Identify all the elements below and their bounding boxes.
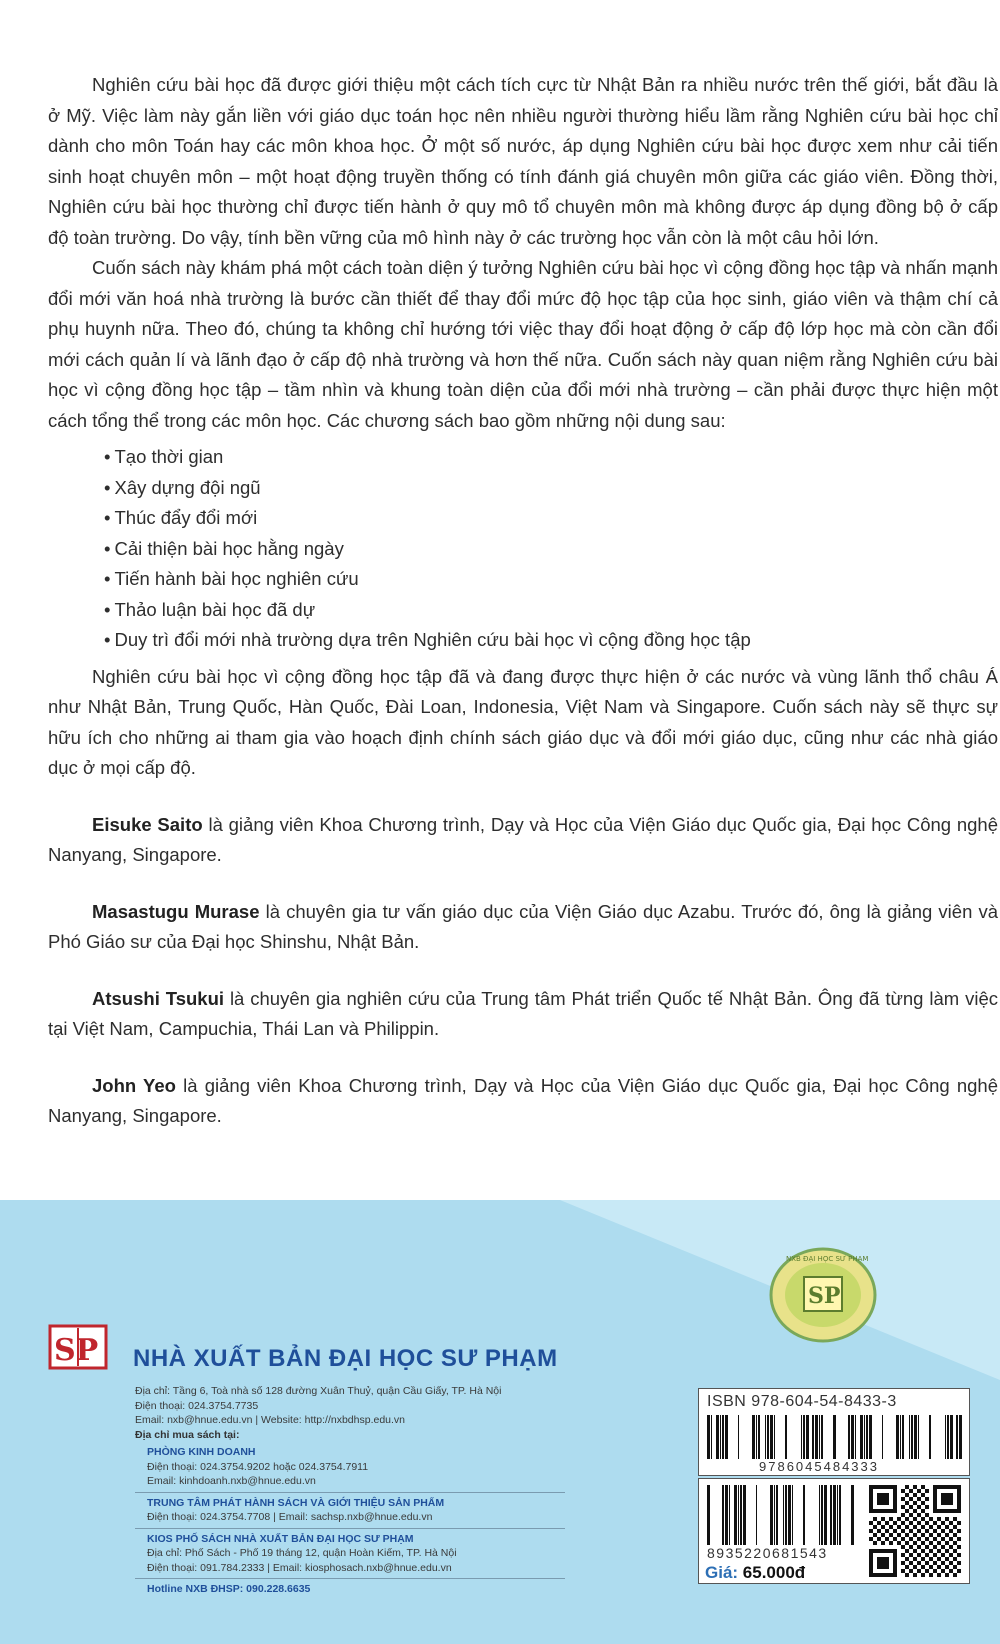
- ean-block: [698, 1478, 970, 1584]
- address: Địa chỉ: Tầng 6, Toà nhà số 128 đường Xuân Thuỷ, quận Cầu Giấy, TP. Hà Nội: [135, 1385, 502, 1397]
- price-label: Giá:: [705, 1563, 739, 1582]
- author-name: Eisuke Saito: [92, 813, 203, 835]
- divider: [135, 1492, 565, 1493]
- author-desc: là chuyên gia nghiên cứu của Trung tâm Phát triển Quốc tế Nhật Bản. Ông đã từng làm việc tại Việt Nam, Campuchia, Thái Lan và Philippin.: [48, 987, 998, 1039]
- price-value: 65.000đ: [742, 1563, 806, 1582]
- chapter-item: • Thúc đẩy đổi mới: [104, 503, 998, 534]
- author-bio: [48, 984, 998, 1045]
- author-name: John Yeo: [92, 1074, 176, 1096]
- branch-line: Email: kinhdoanh.nxb@hnue.edu.vn: [147, 1475, 316, 1487]
- isbn-label: ISBN 978-604-54-8433-3: [707, 1393, 897, 1410]
- author-name: Atsushi Tsukui: [92, 987, 225, 1009]
- paragraph-1: Nghiên cứu bài học đã được giới thiệu một cách tích cực từ Nhật Bản ra nhiều nước trên thế giới, bắt đầu là ở Mỹ. Việc làm này gắn liền với giáo dục toán học nên nhiều người thường hiểu lầm rằng Nghiên cứu bài học chỉ dành cho môn Toán hay các môn khoa học. Ở một số nước, áp dụng Nghiên cứu bài học được xem như cải tiến sinh hoạt chuyên môn – một hoạt động truyền thống có tính đánh giá chuyên môn giữa các giáo viên. Đồng thời, Nghiên cứu bài học thường chỉ được tiến hành ở quy mô tổ chuyên môn mà không được áp dụng đồng bộ ở cấp độ toàn trường. Do vậy, tính bền vững của mô hình này ở các trường học vẫn còn là một câu hỏi lớn.: [48, 74, 998, 248]
- paragraph-2: Cuốn sách này khám phá một cách toàn diện ý tưởng Nghiên cứu bài học vì cộng đồng học tập và nhấn mạnh đổi mới văn hoá nhà trường là bước cần thiết để thay đổi mức độ học tập của học sinh, giáo viên và thậm chí cả phụ huynh nữa. Theo đó, chúng ta không chỉ hướng tới việc thay đổi hoạt động ở cấp độ lớp học mà còn cần đổi mới cách quản lí và lãnh đạo ở cấp độ nhà trường và hơn thế nữa. Cuốn sách này quan niệm rằng Nghiên cứu bài học vì cộng đồng học tập – tầm nhìn và khung toàn diện của đổi mới nhà trường – cần phải được thực hiện một cách tổng thể trong các môn học. Các chương sách bao gồm những nội dung sau:: [48, 257, 998, 431]
- branch-title: KIOS PHỐ SÁCH NHÀ XUẤT BẢN ĐẠI HỌC SƯ PHẠM: [147, 1532, 414, 1545]
- publisher-name: NHÀ XUẤT BẢN ĐẠI HỌC SƯ PHẠM: [133, 1345, 558, 1372]
- isbn-barcode-number: 9786045484333: [759, 1459, 879, 1474]
- qr-code-icon: [869, 1485, 961, 1577]
- isbn-block: [698, 1388, 970, 1476]
- branch-line: Điện thoại: 091.784.2333 | Email: kiosphosach.nxb@hnue.edu.vn: [147, 1561, 452, 1574]
- chapter-item: • Duy trì đổi mới nhà trường dựa trên Nghiên cứu bài học vì cộng đồng học tập: [104, 625, 998, 656]
- ean-number: 8935220681543: [707, 1545, 828, 1561]
- author-bio: [48, 1071, 998, 1132]
- branch-line: Điện thoại: 024.3754.7708 | Email: sachsp.nxb@hnue.edu.vn: [147, 1511, 433, 1523]
- branch-title: PHÒNG KINH DOANH: [147, 1446, 256, 1458]
- author-bio: [48, 810, 998, 871]
- chapter-item: • Tạo thời gian: [104, 442, 998, 473]
- chapter-item: • Xây dựng đội ngũ: [104, 473, 998, 504]
- price: [705, 1563, 865, 1581]
- chapter-item: • Tiến hành bài học nghiên cứu: [104, 564, 998, 595]
- author-desc: là giảng viên Khoa Chương trình, Dạy và Học của Viện Giáo dục Quốc gia, Đại học Công nghệ Nanyang, Singapore.: [48, 813, 999, 865]
- seal-text: NXB ĐẠI HỌC SƯ PHẠM: [786, 1255, 869, 1263]
- hologram-seal-icon: [768, 1245, 878, 1345]
- branch-line: Điện thoại: 024.3754.9202 hoặc 024.3754.7911: [147, 1460, 369, 1473]
- description-text: [48, 70, 998, 1132]
- divider: [135, 1578, 565, 1579]
- publisher-contact: [135, 1384, 695, 1597]
- logo-text: SP: [54, 1333, 99, 1368]
- ean-barcode-icon: [707, 1485, 862, 1545]
- branch-title: TRUNG TÂM PHÁT HÀNH SÁCH VÀ GIỚI THIỆU SẢN PHẨM: [147, 1496, 445, 1509]
- hotline: Hotline NXB ĐHSP: 090.228.6635: [147, 1583, 311, 1595]
- isbn-barcode-icon: [707, 1415, 962, 1459]
- divider: [135, 1528, 565, 1529]
- buy-heading: Địa chỉ mua sách tại:: [135, 1428, 240, 1441]
- seal-logo-text: SP: [808, 1283, 841, 1309]
- author-desc: là chuyên gia tư vấn giáo dục của Viện Giáo dục Azabu. Trước đó, ông là giảng viên và Phó Giáo sư của Đại học Shinshu, Nhật Bản.: [48, 900, 998, 952]
- email-web: Email: nxb@hnue.edu.vn | Website: http://nxbdhsp.edu.vn: [135, 1414, 406, 1426]
- chapter-item: • Cải thiện bài học hằng ngày: [104, 534, 998, 565]
- publisher-logo-icon: [48, 1322, 108, 1372]
- phone: Điện thoại: 024.3754.7735: [135, 1399, 259, 1412]
- chapter-item: • Thảo luận bài học đã dự: [104, 595, 998, 626]
- author-name: Masastugu Murase: [92, 900, 260, 922]
- branch-line: Địa chỉ: Phố Sách - Phố 19 tháng 12, quận Hoàn Kiếm, TP. Hà Nội: [147, 1547, 457, 1559]
- chapter-list: [104, 442, 998, 656]
- author-desc: là giảng viên Khoa Chương trình, Dạy và Học của Viện Giáo dục Quốc gia, Đại học Công nghệ Nanyang, Singapore.: [48, 1074, 998, 1126]
- paragraph-closing: Nghiên cứu bài học vì cộng đồng học tập đã và đang được thực hiện ở các nước và vùng lãnh thổ châu Á như Nhật Bản, Trung Quốc, Hàn Quốc, Đài Loan, Indonesia, Việt Nam và Singapore. Cuốn sách này sẽ thực sự hữu ích cho những ai tham gia vào hoạch định chính sách giáo dục và đổi mới giáo dục, cũng như các nhà giáo dục ở mọi cấp độ.: [48, 665, 998, 778]
- author-bio: [48, 897, 998, 958]
